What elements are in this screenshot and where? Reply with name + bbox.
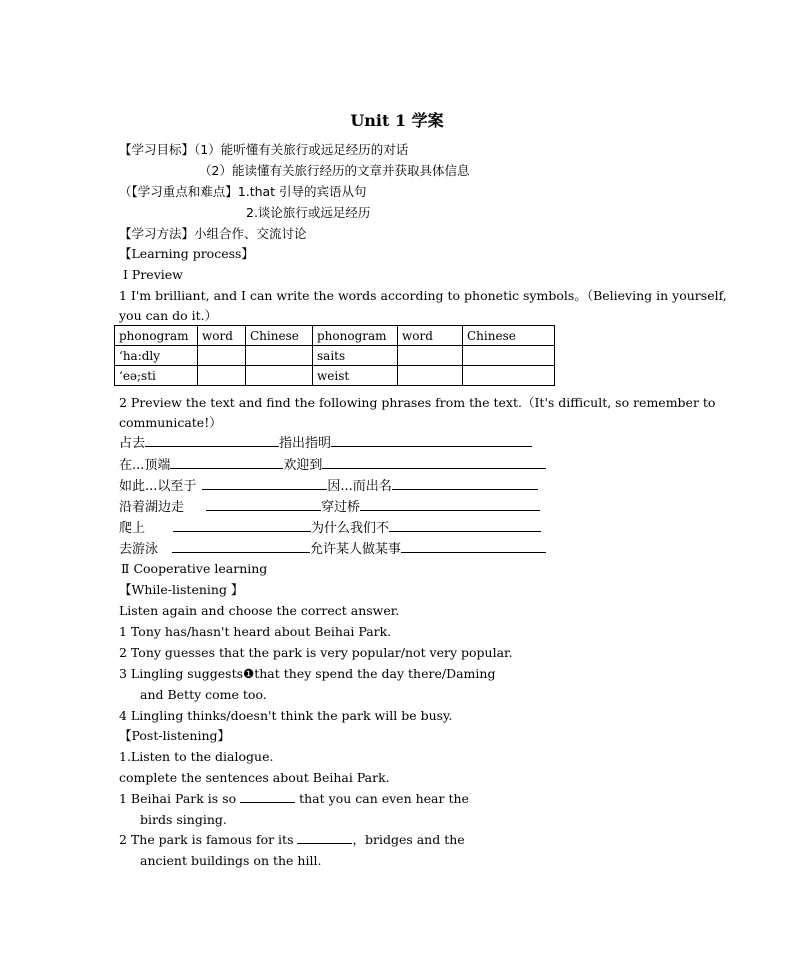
sentence-text: 2 The park is famous for its: [119, 832, 294, 847]
answer-blank[interactable]: [401, 540, 546, 553]
phrase-label: 在...顶端: [119, 458, 171, 473]
phrase-label: 沿着湖边走: [119, 500, 185, 515]
while-listening-instruction: Listen again and choose the correct answer.: [119, 603, 400, 618]
phrase-row-5: [119, 519, 541, 537]
table-header-row: [115, 326, 555, 346]
page-title: Unit 1 学案: [350, 111, 444, 130]
method-label: 【学习方法】: [119, 226, 195, 241]
table-cell: ‘eə;sti: [115, 366, 198, 386]
phrase-label: 指出指明: [279, 436, 332, 451]
sentence-text: 1 Beihai Park is so: [119, 791, 237, 806]
method-line: [119, 225, 307, 242]
preview-q1-line-1: 1 I'm brilliant, and I can write the words according to phonetic symbols。（Believing in yourself,: [119, 288, 727, 303]
table-header-cell: phonogram: [313, 326, 398, 346]
answer-blank[interactable]: [331, 434, 532, 447]
answer-blank[interactable]: [145, 434, 279, 447]
post-listening-instruction-1: 1.Listen to the dialogue.: [119, 749, 274, 764]
answer-blank[interactable]: [170, 456, 283, 469]
table-header-cell: word: [198, 326, 246, 346]
answer-cell[interactable]: [463, 366, 555, 386]
method-text: 小组合作、交流讨论: [194, 226, 307, 241]
answer-cell[interactable]: [398, 366, 463, 386]
table-header-cell: word: [398, 326, 463, 346]
post-listening-heading: 【Post-listening】: [119, 728, 231, 743]
phrase-label: 因...而出名: [327, 479, 392, 494]
table-header-cell: Chinese: [246, 326, 313, 346]
table-cell: weist: [313, 366, 398, 386]
key-points-label: （【学习重点和难点】: [119, 184, 238, 199]
key-point-1: 1.that 引导的宾语从句: [237, 184, 367, 199]
table-header-cell: Chinese: [463, 326, 555, 346]
table-cell: saits: [313, 346, 398, 366]
preview-q1-line-2: you can do it.）: [119, 308, 218, 323]
while-listening-heading: 【While-listening 】: [119, 582, 244, 597]
post-listening-instruction-2: complete the sentences about Beihai Park.: [119, 770, 390, 785]
answer-cell[interactable]: [246, 346, 313, 366]
sentence-1: [119, 790, 469, 807]
phrase-row-2: [119, 456, 546, 474]
answer-cell[interactable]: [198, 366, 246, 386]
sentence-2: [119, 831, 465, 848]
table-row: [115, 346, 555, 366]
phrase-label: 允许某人做某事: [310, 542, 402, 557]
answer-blank[interactable]: [322, 456, 546, 469]
preview-heading: Ⅰ Preview: [123, 267, 183, 282]
objective-1: （1）能听懂有关旅行或远足经历的对话: [194, 142, 409, 157]
answer-blank[interactable]: [240, 790, 295, 803]
key-points-line-1: [119, 183, 367, 200]
phrase-label: 欢迎到: [283, 458, 323, 473]
answer-cell[interactable]: [198, 346, 246, 366]
answer-blank[interactable]: [172, 540, 310, 553]
table-header-cell: phonogram: [115, 326, 198, 346]
phrase-label: 爬上: [119, 521, 146, 536]
cooperative-heading: Ⅱ Cooperative learning: [121, 561, 268, 576]
objective-2: （2）能读懂有关旅行经历的文章并获取具体信息: [199, 163, 470, 178]
answer-blank[interactable]: [297, 831, 352, 844]
sentence-2-cont: ancient buildings on the hill.: [140, 853, 322, 868]
answer-cell[interactable]: [463, 346, 555, 366]
sentence-1-cont: birds singing.: [140, 812, 227, 827]
phrase-label: 如此...以至于: [119, 479, 197, 494]
phrase-row-6: [119, 540, 546, 558]
table-cell: ‘ha:dly: [115, 346, 198, 366]
while-listening-item-2[interactable]: 2 Tony guesses that the park is very popular/not very popular.: [119, 645, 513, 660]
sentence-text: ，bridges and the: [352, 832, 465, 847]
answer-blank[interactable]: [360, 498, 540, 511]
answer-cell[interactable]: [246, 366, 313, 386]
answer-blank[interactable]: [392, 477, 538, 490]
preview-q2-line-1: 2 Preview the text and find the following phrases from the text.（It's difficult, so remember to: [119, 395, 716, 410]
while-listening-item-4[interactable]: 4 Lingling thinks/doesn't think the park will be busy.: [119, 708, 453, 723]
phrase-label: 去游泳: [119, 542, 159, 557]
objectives-line-1: [119, 141, 408, 158]
phrase-label: 为什么我们不: [311, 521, 390, 536]
answer-blank[interactable]: [202, 477, 327, 490]
answer-cell[interactable]: [398, 346, 463, 366]
preview-q2-line-2: communicate!）: [119, 415, 222, 430]
table-row: [115, 366, 555, 386]
phrase-row-1: [119, 434, 532, 452]
objectives-label: 【学习目标】: [119, 142, 195, 157]
while-listening-item-1[interactable]: 1 Tony has/hasn't heard about Beihai Park.: [119, 624, 392, 639]
while-listening-item-3[interactable]: 3 Lingling suggests❶that they spend the day there/Daming: [119, 666, 496, 681]
phrase-row-3: [119, 477, 538, 495]
sentence-text: that you can even hear the: [299, 791, 469, 806]
answer-blank[interactable]: [206, 498, 321, 511]
phrase-label: 占去: [119, 436, 146, 451]
answer-blank[interactable]: [389, 519, 541, 532]
answer-blank[interactable]: [173, 519, 311, 532]
phrase-row-4: [119, 498, 540, 516]
process-heading: 【Learning process】: [119, 246, 254, 261]
phonogram-table: [114, 325, 555, 386]
phrase-label: 穿过桥: [321, 500, 361, 515]
key-point-2: 2.谈论旅行或远足经历: [246, 205, 371, 220]
while-listening-item-3-cont[interactable]: and Betty come too.: [140, 687, 267, 702]
